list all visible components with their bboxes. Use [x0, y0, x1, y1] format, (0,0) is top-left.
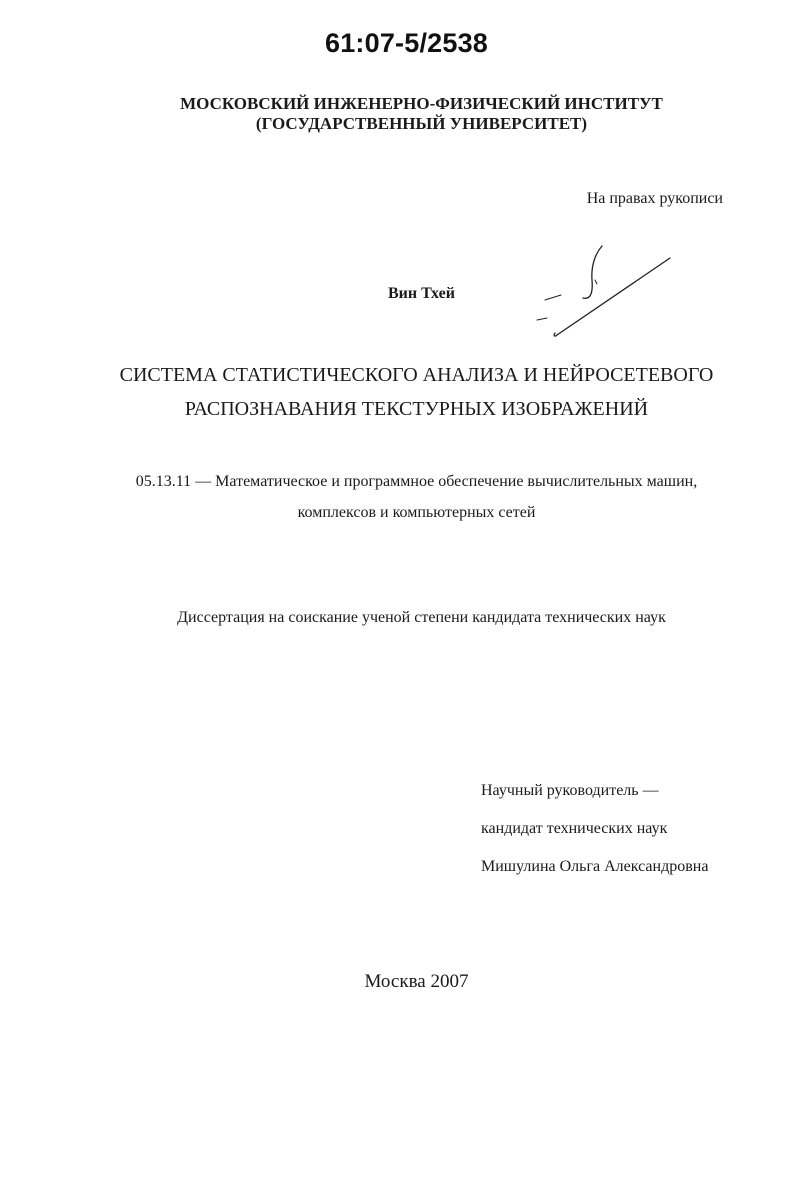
supervisor-name: Мишулина Ольга Александровна — [481, 858, 709, 875]
handwritten-signature — [525, 240, 685, 350]
author-name: Вин Тхей — [388, 285, 455, 302]
institution-name: МОСКОВСКИЙ ИНЖЕНЕРНО-ФИЗИЧЕСКИЙ ИНСТИТУТ — [180, 94, 663, 113]
supervisor-role: Научный руководитель — — [481, 782, 659, 799]
dissertation-title — [0, 358, 793, 426]
institution-status: (ГОСУДАРСТВЕННЫЙ УНИВЕРСИТЕТ) — [255, 114, 588, 133]
supervisor-block — [481, 772, 708, 886]
degree-statement: Диссертация на соискание ученой степени кандидата технических наук — [177, 609, 666, 626]
specialty-code — [0, 466, 793, 528]
title-line-1: СИСТЕМА СТАТИСТИЧЕСКОГО АНАЛИЗА И НЕЙРОСЕТЕВОГО — [119, 364, 714, 386]
supervisor-degree: кандидат технических наук — [481, 820, 668, 837]
institution-heading — [0, 94, 793, 134]
specialty-line-2: комплексов и компьютерных сетей — [297, 504, 536, 521]
archive-stamp-number: 61:07-5/2538 — [324, 28, 489, 58]
specialty-line-1: 05.13.11 — Математическое и программное обеспечение вычислительных машин, — [135, 473, 698, 490]
manuscript-rights-note: На правах рукописи — [586, 190, 723, 207]
title-line-2: РАСПОЗНАВАНИЯ ТЕКСТУРНЫХ ИЗОБРАЖЕНИЙ — [184, 398, 649, 420]
city-and-year: Москва 2007 — [364, 971, 469, 992]
